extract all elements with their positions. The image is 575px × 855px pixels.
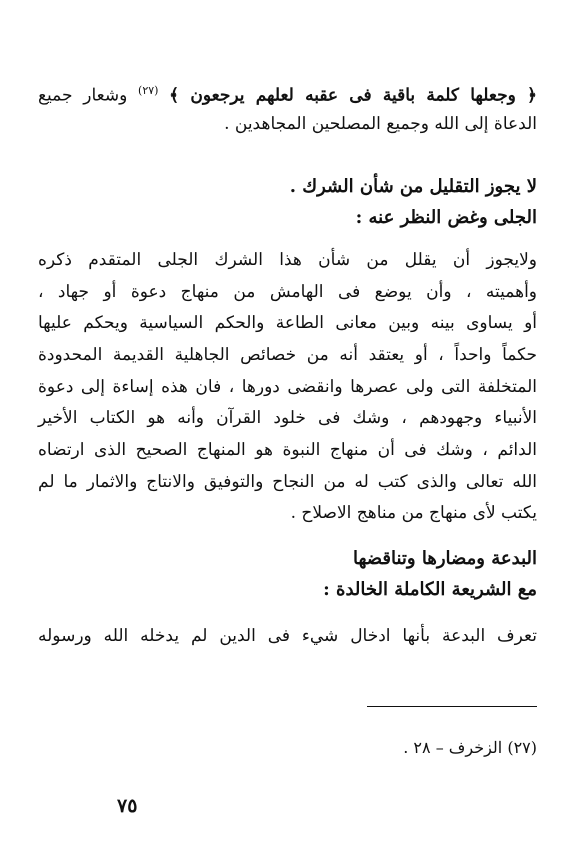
footnote-ref: (٢٧) — [138, 84, 159, 97]
quran-verse: ﴿ وجعلها كلمة باقية فى عقبه لعلهم يرجعون ﴾ — [169, 85, 538, 106]
section-1-heading-line-1: لا يجوز التقليل من شأن الشرك . — [289, 176, 537, 197]
section-1-line: أو يساوى بينه وبين معانى الطاعة والحكم السياسية ويحكم عليها — [38, 313, 537, 333]
section-1-line: الأنبياء وجهودهم ، وشك فى خلود القرآن وأنه هو الكتاب الأخير — [38, 408, 537, 428]
section-2-line: تعرف البدعة بأنها ادخال شيء فى الدين لم يدخله الله ورسوله — [38, 626, 537, 646]
section-2-heading-line-1: البدعة ومضارها وتناقضها — [353, 548, 537, 569]
section-1-line: حكماً واحداً ، أو يعتقد أنه من خصائص الجاهلية القديمة المحدودة — [38, 345, 537, 365]
section-1-line: الله تعالى والذى كتب له من النجاح والتوفيق والانتاج والاثمار ما لم — [38, 472, 537, 492]
section-2-heading-line-2: مع الشريعة الكاملة الخالدة : — [323, 579, 537, 600]
intro-line-1-rest: وشعار جميع — [38, 85, 128, 106]
section-1-heading-line-2: الجلى وغض النظر عنه : — [355, 207, 537, 228]
section-1-line: وأهميته ، وأن يوضع فى الهامش من منهاج دعوة أو جهاد ، — [38, 282, 537, 302]
intro-line-1 — [38, 84, 537, 106]
section-1-line: الدائم ، وشك فى أن منهاج النبوة هو المنهاج الصحيح الذى ارتضاه — [38, 440, 537, 460]
footnote-divider — [367, 706, 537, 707]
page-number: ٧٥ — [117, 795, 138, 817]
footnote: (٢٧) الزخرف – ٢٨ . — [403, 738, 537, 757]
section-1-line: ولايجوز أن يقلل من شأن هذا الشرك الجلى المتقدم ذكره — [38, 250, 537, 270]
section-1-line: المتخلفة التى ولى عصرها وانقضى دورها ، فان هذه إساءة إلى دعوة — [38, 377, 537, 397]
intro-line-2: الدعاة إلى الله وجميع المصلحين المجاهدين . — [224, 114, 537, 134]
section-1-line: يكتب لأى منهاج من مناهج الاصلاح . — [290, 503, 537, 523]
